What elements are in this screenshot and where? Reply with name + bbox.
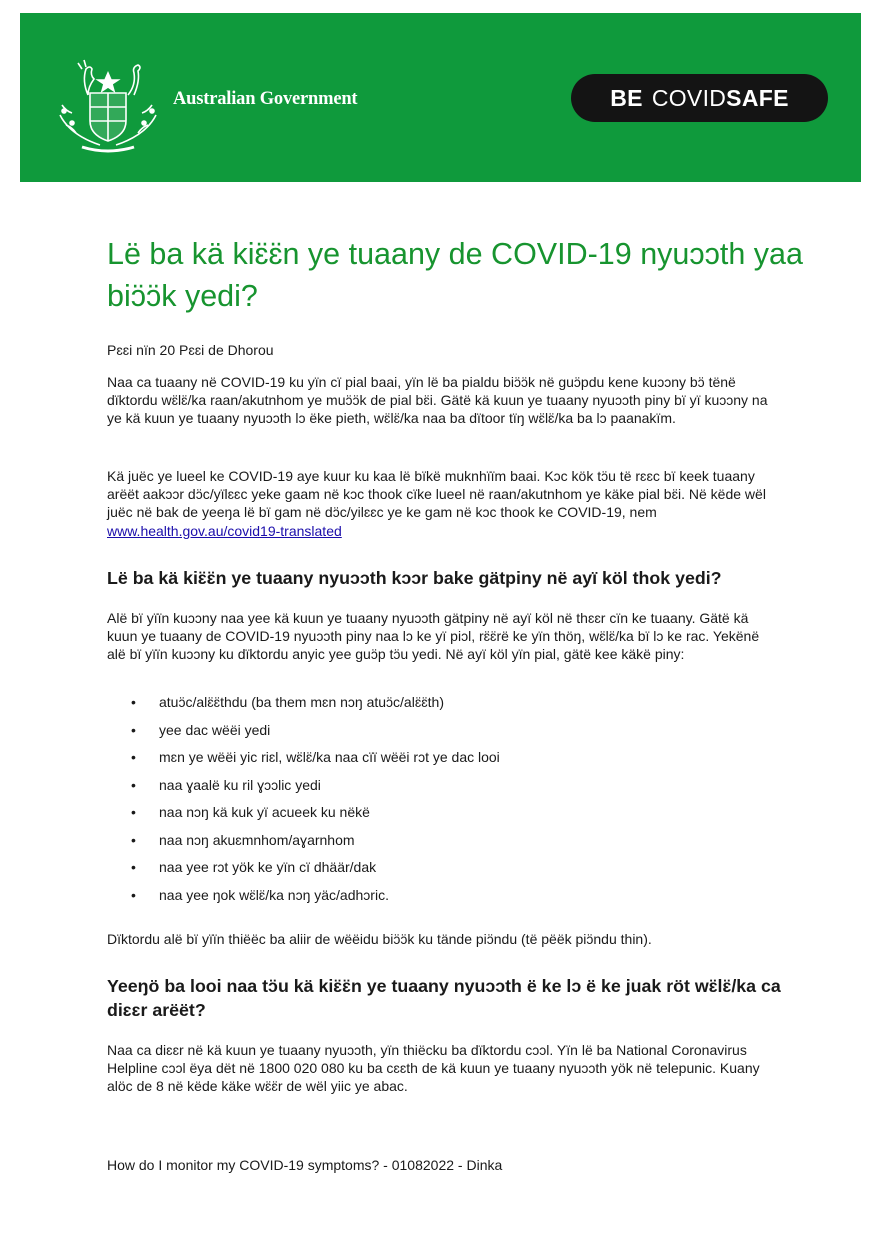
list-item: [131, 748, 771, 776]
bullet-icon: •: [131, 721, 136, 738]
list-item-text: naa ɣaalë ku ril ɣɔɔlic yedi: [159, 776, 321, 793]
helpline-paragraph: Naa ca diɛɛr në kä kuun ye tuaany nyuɔɔth, yïn thiëcku ba dïktordu cɔɔl. Yïn lë ba National Coronavirus Helpline cɔɔl ëya dët në 1800 020 080 ku ba cɛɛth de kä kuun ye tuaany nyuɔɔth yök në telepunic. Kuany alöc de 8 në këde käke wɛ̈ɛ̈r de wël yiic ye abac.: [107, 1042, 760, 1095]
list-item-text: mɛn ye wëëi yic riɛl, wɛ̈lɛ̈/ka naa cïï wëëi rɔt ye dac looi: [159, 749, 500, 765]
health-translated-link[interactable]: www.health.gov.au/covid19-translated: [107, 522, 342, 539]
list-item: [131, 886, 771, 914]
coat-of-arms-icon: [52, 55, 164, 155]
list-item: [131, 831, 771, 859]
doctor-paragraph: Dïktordu alë bï yïïn thiëëc ba aliir de wëëidu biɔ̈ɔ̈k ku tände piɔ̈ndu (të pëëk piɔ̈ndu thin).: [107, 931, 652, 947]
info-paragraph: [107, 467, 777, 540]
be-covidsafe-badge: [571, 74, 828, 122]
list-item: [131, 803, 771, 831]
list-item-text: yee dac wëëi yedi: [159, 721, 271, 738]
badge-covid: COVID: [651, 84, 727, 111]
list-item-text: naa yee ŋok wɛ̈lɛ̈/ka nɔŋ yäc/adhɔric.: [159, 886, 389, 903]
bullet-icon: •: [131, 776, 136, 793]
section-heading-worse: Yeeŋö ba looi naa tɔ̈u kä kiɛ̈ɛ̈n ye tuaany nyuɔɔth ë ke lɔ ë ke juak röt wɛ̈lɛ̈/ka ca diɛɛr arëët?: [107, 976, 781, 1020]
bullet-icon: •: [131, 694, 136, 710]
bullet-icon: •: [131, 749, 136, 765]
bullet-icon: •: [131, 859, 136, 875]
list-item-text: atuɔ̈c/alɛ̈ɛ̈thdu (ba them mɛn nɔŋ atuɔ̈c/alɛ̈ɛ̈th): [159, 694, 445, 710]
government-name: Australian Government: [173, 89, 358, 109]
publish-date: Pɛɛi nïn 20 Pɛɛi de Dhorou: [107, 342, 274, 358]
intro-paragraph: Naa ca tuaany në COVID-19 ku yïn cï pial baai, yïn lë ba pialdu biɔ̈ɔ̈k në guɔ̈pdu kene kuɔɔny bɔ̈ tënë dïktordu wɛ̈lɛ̈/ka raan/akutnhom ye muɔ̈ɔ̈k de pial bɛ̈i. Gätë kä kuun ye tuaany nyuɔɔth piny bï yï kuɔɔny na ye kä kuun ye tuaany nyuɔɔth lɔ ëke pieth, wɛ̈lɛ̈/ka naa ba dïtoor tïŋ wɛ̈lɛ̈/ka ba lɔ paanakïm.: [107, 374, 768, 427]
list-item-text: naa yee rɔt yök ke yïn cï dhäär/dak: [159, 859, 377, 875]
page-title: Lë ba kä kiɛ̈ɛ̈n ye tuaany de COVID-19 nyuɔɔth yaa biɔ̈ɔ̈k yedi?: [107, 237, 803, 313]
badge-be: BE: [610, 84, 643, 111]
page-footer: How do I monitor my COVID-19 symptoms? - 01082022 - Dinka: [107, 1157, 503, 1173]
list-item: [131, 693, 771, 721]
bullet-icon: •: [131, 804, 136, 820]
list-item: [131, 721, 771, 749]
badge-safe: SAFE: [726, 84, 789, 111]
header-banner: [20, 13, 861, 182]
list-item: [131, 776, 771, 804]
record-paragraph: Alë bï yïïn kuɔɔny naa yee kä kuun ye tuaany nyuɔɔth gätpiny në ayï köl në thɛɛr cïn ke tuaany. Gätë kä kuun ye tuaany de COVID-19 nyuɔɔth piny naa lɔ ke yï piɔl, rɛ̈ɛ̈rë ke yïn thöŋ, wɛ̈lɛ̈/ka bï lɔ ke rac. Yekënë alë bï yïïn kuɔɔny ku dïktordu anyic yee guɔ̈p tɔ̈u yedi. Në ayï köl yïn pial, gätë kee käkë piny:: [107, 610, 760, 663]
list-item-text: naa nɔŋ kä kuk yï acueek ku nëkë: [159, 804, 370, 820]
section-heading-record: Lë ba kä kiɛ̈ɛ̈n ye tuaany nyuɔɔth kɔɔr bake gätpiny në ayï köl thok yedi?: [107, 568, 722, 588]
bullet-icon: •: [131, 831, 136, 848]
symptom-list: [131, 693, 771, 913]
list-item: [131, 858, 771, 886]
list-item-text: naa nɔŋ akuɛmnhom/aɣarnhom: [159, 831, 355, 848]
bullet-icon: •: [131, 886, 136, 903]
info-text: Kä juëc ye lueel ke COVID-19 aye kuur ku kaa lë bïkë muknhïïm baai. Kɔc kök tɔ̈u të rɛɛc bï keek tuaany arëët aakɔɔr dɔ̈c/yïlɛɛc yeke gaam në kɔc thook cïke lueel në raan/akutnhom ye käke pial bɛ̈i. Në këde wël juëc në bak de yeeŋa lë bï gam në dɔ̈c/yilɛɛc ye ke gam në kɔc thook ke COVID-19, nem: [107, 468, 766, 521]
